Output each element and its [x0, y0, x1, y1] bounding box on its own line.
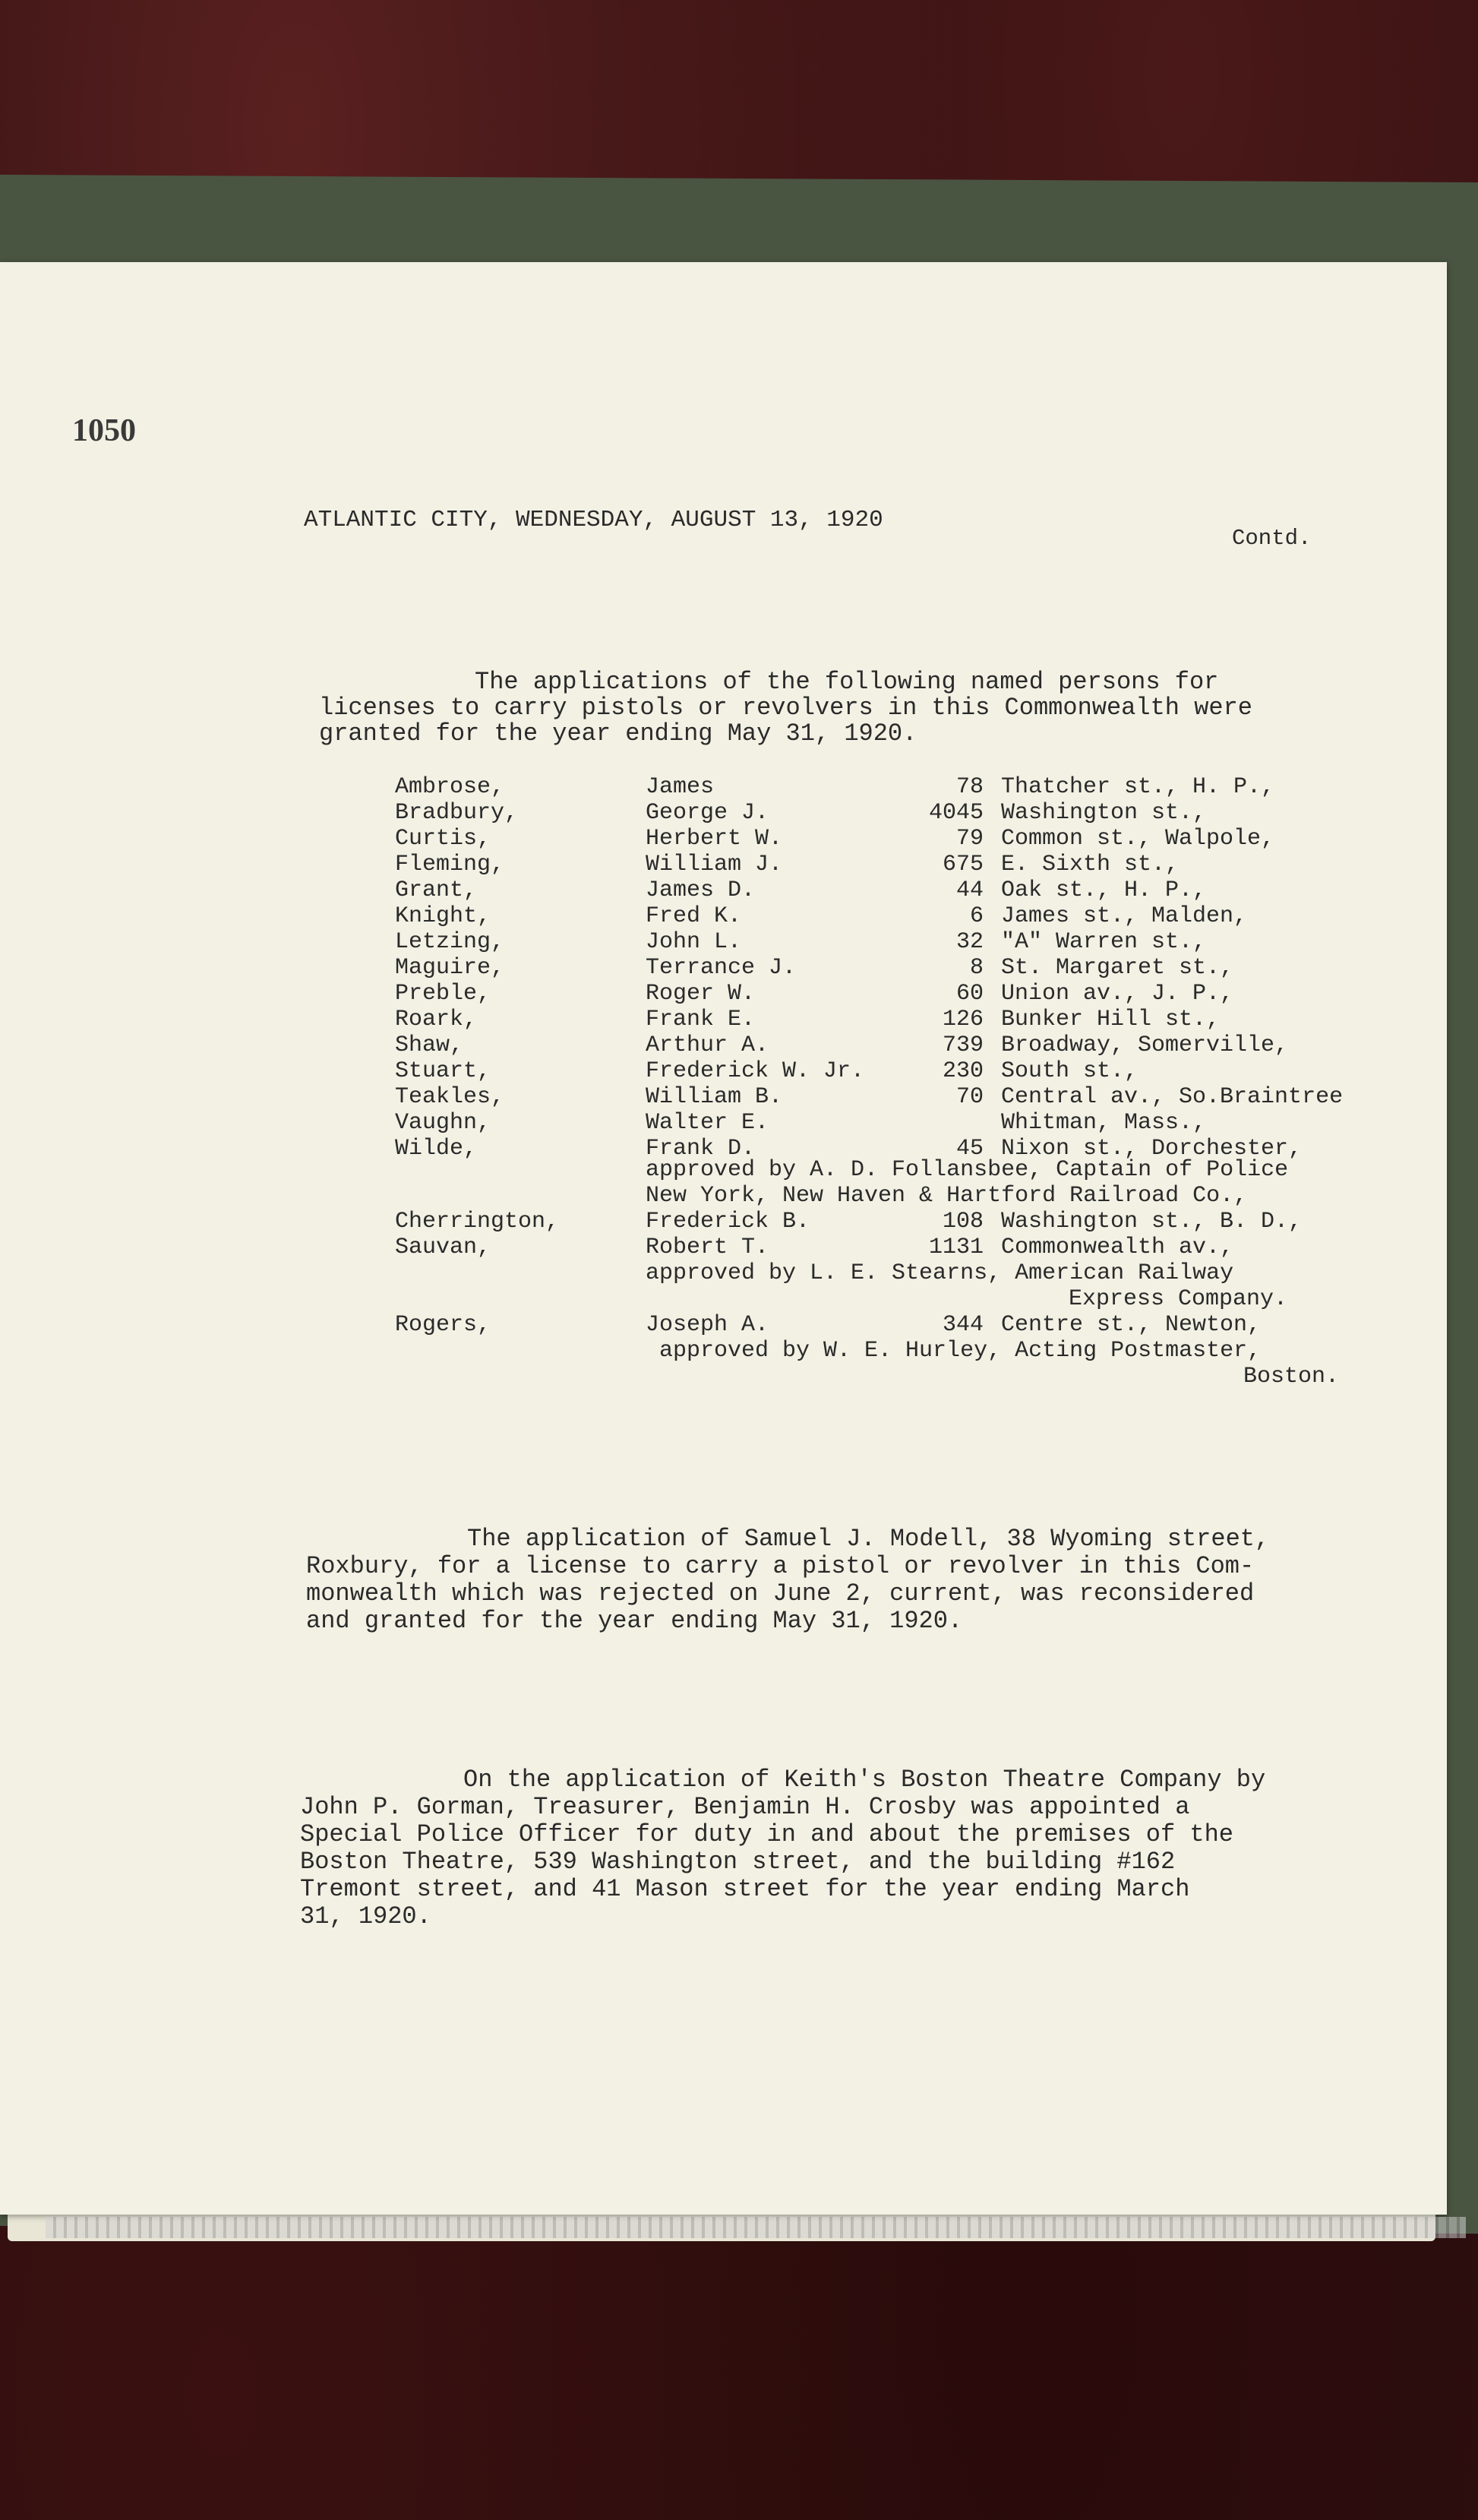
- licensee-surname: Maguire,: [395, 955, 505, 981]
- approval-line: approved by A. D. Follansbee, Captain of Police: [646, 1157, 1289, 1183]
- paragraph-line: 31, 1920.: [300, 1902, 431, 1930]
- licensee-surname: Knight,: [395, 903, 491, 929]
- licensee-surname: Vaughn,: [395, 1110, 491, 1136]
- licensee-given: Herbert W.: [646, 826, 783, 852]
- licensee-surname: Preble,: [395, 981, 491, 1007]
- licensee-address: Commonwealth av.,: [1001, 1235, 1234, 1260]
- paragraph-line: and granted for the year ending May 31, 1920.: [306, 1607, 963, 1635]
- licensee-surname: Ambrose,: [395, 774, 505, 800]
- licensee-given: Frederick B.: [646, 1209, 810, 1235]
- approval-line: New York, New Haven & Hartford Railroad Co.,: [646, 1183, 1248, 1209]
- licensee-address: James st., Malden,: [1001, 903, 1248, 929]
- licensee-num: 6: [969, 903, 984, 929]
- licensee-surname: Shaw,: [395, 1032, 464, 1058]
- intro-line: licenses to carry pistols or revolvers in this Commonwealth were: [319, 694, 1252, 722]
- licensee-surname: Fleming,: [395, 852, 505, 877]
- licensee-num: 44: [955, 877, 984, 903]
- licensee-surname: Roark,: [395, 1007, 478, 1032]
- licensee-address: Bunker Hill st.,: [1001, 1007, 1221, 1032]
- page-number: 1050: [72, 413, 136, 448]
- licensee-address: Thatcher st., H. P.,: [1001, 774, 1275, 800]
- licensee-address: South st.,: [1001, 1058, 1139, 1084]
- licensee-given: Walter E.: [646, 1110, 769, 1136]
- paragraph-line: monwealth which was rejected on June 2, current, was reconsidered: [306, 1579, 1255, 1608]
- licensee-surname: Letzing,: [395, 929, 505, 955]
- paragraph-line: John P. Gorman, Treasurer, Benjamin H. Crosby was appointed a: [300, 1793, 1190, 1821]
- approval-line: Express Company.: [1069, 1286, 1288, 1312]
- licensee-given: Arthur A.: [646, 1032, 769, 1058]
- licensee-num: 60: [955, 981, 984, 1007]
- licensee-surname: Cherrington,: [395, 1209, 560, 1235]
- licensee-address: Central av., So.Braintree: [1001, 1084, 1344, 1110]
- paragraph-line: Boston Theatre, 539 Washington street, and the building #162: [300, 1848, 1176, 1876]
- licensee-given: Frank E.: [646, 1007, 756, 1032]
- licensee-num: 1131: [928, 1235, 984, 1260]
- paragraph-line: The application of Samuel J. Modell, 38 Wyoming street,: [467, 1525, 1270, 1553]
- licensee-num: 79: [955, 826, 984, 852]
- licensee-num: 8: [969, 955, 984, 981]
- licensee-num: 32: [955, 929, 984, 955]
- licensee-surname: Sauvan,: [395, 1235, 491, 1260]
- licensee-surname: Bradbury,: [395, 800, 519, 826]
- intro-line: granted for the year ending May 31, 1920.: [319, 719, 917, 748]
- licensee-address: Common st., Walpole,: [1001, 826, 1275, 852]
- licensee-address: Washington st.,: [1001, 800, 1207, 826]
- licensee-num: 70: [955, 1084, 984, 1110]
- licensee-given: Terrance J.: [646, 955, 797, 981]
- licensee-given: James: [646, 774, 715, 800]
- licensee-num: 675: [942, 852, 984, 877]
- licensee-address: Centre st., Newton,: [1001, 1312, 1262, 1338]
- paragraph-line: Special Police Officer for duty in and about the premises of the: [300, 1820, 1233, 1848]
- licensee-surname: Curtis,: [395, 826, 491, 852]
- licensee-num: 45: [955, 1136, 984, 1162]
- paragraph-line: Tremont street, and 41 Mason street for the year ending March: [300, 1875, 1190, 1903]
- approval-line: approved by W. E. Hurley, Acting Postmaster,: [659, 1338, 1262, 1364]
- licensee-num: 230: [942, 1058, 984, 1084]
- intro-line: The applications of the following named persons for: [475, 668, 1219, 696]
- licensee-given: Fred K.: [646, 903, 742, 929]
- licensee-given: George J.: [646, 800, 769, 826]
- licensee-num: 344: [942, 1312, 984, 1338]
- licensee-address: E. Sixth st.,: [1001, 852, 1180, 877]
- licensee-given: William B.: [646, 1084, 783, 1110]
- licensee-num: 78: [955, 774, 984, 800]
- licensee-given: Frank D.: [646, 1136, 756, 1162]
- licensee-given: William J.: [646, 852, 783, 877]
- licensee-address: "A" Warren st.,: [1001, 929, 1207, 955]
- licensee-address: Oak st., H. P.,: [1001, 877, 1207, 903]
- licensee-surname: Stuart,: [395, 1058, 491, 1084]
- continued-label: Contd.: [1232, 526, 1312, 551]
- licensee-num: 4045: [928, 800, 984, 826]
- paragraph-line: Roxbury, for a license to carry a pistol or revolver in this Com-: [306, 1552, 1255, 1580]
- licensee-given: James D.: [646, 877, 756, 903]
- licensee-num: 739: [942, 1032, 984, 1058]
- licensee-surname: Wilde,: [395, 1136, 478, 1162]
- licensee-given: Roger W.: [646, 981, 756, 1007]
- paragraph-line: On the application of Keith's Boston Theatre Company by: [463, 1766, 1266, 1794]
- licensee-given: Joseph A.: [646, 1312, 769, 1338]
- sleeve-edge: [46, 2217, 1466, 2238]
- page-header: ATLANTIC CITY, WEDNESDAY, AUGUST 13, 1920: [304, 507, 883, 533]
- approval-line: approved by L. E. Stearns, American Railway: [646, 1260, 1234, 1286]
- licensee-address: St. Margaret st.,: [1001, 955, 1234, 981]
- licensee-given: Robert T.: [646, 1235, 769, 1260]
- licensee-surname: Grant,: [395, 877, 478, 903]
- licensee-given: John L.: [646, 929, 742, 955]
- licensee-num: 126: [942, 1007, 984, 1032]
- licensee-given: Frederick W. Jr.: [646, 1058, 865, 1084]
- licensee-address: Union av., J. P.,: [1001, 981, 1234, 1007]
- licensee-num: 108: [942, 1209, 984, 1235]
- licensee-address: Whitman, Mass.,: [1001, 1110, 1207, 1136]
- licensee-surname: Rogers,: [395, 1312, 491, 1338]
- licensee-address: Washington st., B. D.,: [1001, 1209, 1303, 1235]
- licensee-address: Nixon st., Dorchester,: [1001, 1136, 1303, 1162]
- approval-line: Boston.: [1243, 1364, 1340, 1390]
- licensee-address: Broadway, Somerville,: [1001, 1032, 1289, 1058]
- licensee-surname: Teakles,: [395, 1084, 505, 1110]
